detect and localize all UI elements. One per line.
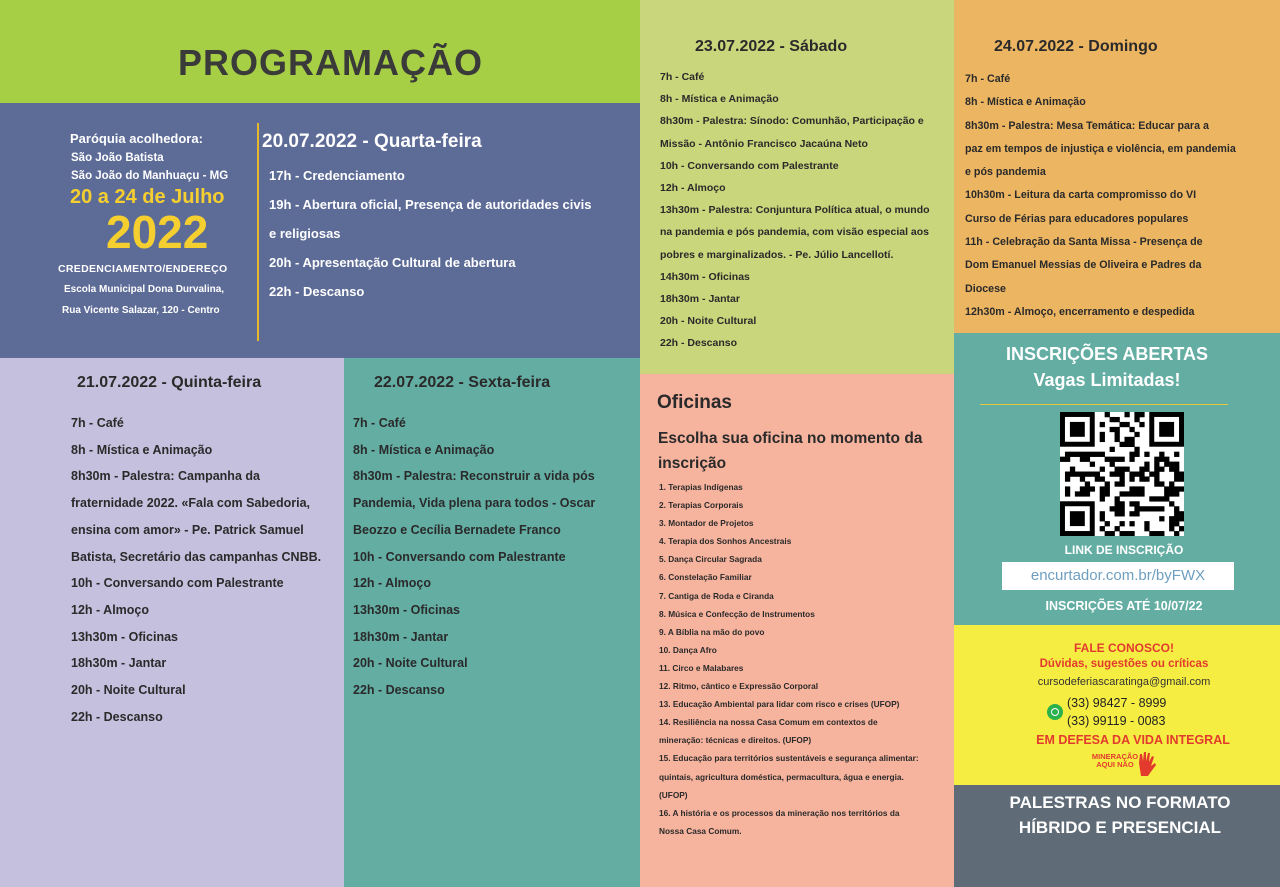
schedule-item: 20h - Noite Cultural xyxy=(660,315,757,328)
list-item: quintais, agricultura doméstica, permacultura, água e energia. xyxy=(659,771,904,782)
day1-heading: 20.07.2022 - Quarta-feira xyxy=(262,131,482,152)
parish-city: São João do Manhuaçu - MG xyxy=(71,170,229,182)
day2-schedule xyxy=(71,410,321,730)
day3-heading: 22.07.2022 - Sexta-feira xyxy=(374,374,551,391)
day4-heading: 23.07.2022 - Sábado xyxy=(695,38,848,55)
list-item: (UFOP) xyxy=(659,789,688,800)
workshops-block xyxy=(640,374,954,887)
contact-email[interactable]: cursodeferiascaratinga@gmail.com xyxy=(1037,676,1211,688)
schedule-item: 10h - Conversando com Palestrante xyxy=(660,159,839,172)
parish-label: Paróquia acolhedora: xyxy=(70,131,203,146)
schedule-item: Beozzo e Cecília Bernadete Franco xyxy=(353,522,561,537)
schedule-item: e religiosas xyxy=(269,226,341,241)
list-item: 4. Terapia dos Sonhos Ancestrais xyxy=(659,536,792,547)
schedule-item: 8h30m - Palestra: Campanha da xyxy=(71,469,260,484)
list-item: 8. Música e Confecção de Instrumentos xyxy=(659,608,815,619)
contact-block xyxy=(954,625,1280,785)
schedule-item: 10h - Conversando com Palestrante xyxy=(71,576,284,591)
schedule-item: 8h - Mística e Animação xyxy=(71,442,213,457)
list-item: 7. Cantiga de Roda e Ciranda xyxy=(659,590,774,601)
list-item: 12. Ritmo, cântico e Expressão Corporal xyxy=(659,681,819,692)
list-item: Nossa Casa Comum. xyxy=(659,825,742,836)
divider xyxy=(980,404,1228,405)
event-year: 2022 xyxy=(106,206,209,258)
list-item: 10. Dança Afro xyxy=(659,644,717,655)
parish-name: São João Batista xyxy=(71,152,164,164)
schedule-item: 17h - Credenciamento xyxy=(269,168,405,183)
format-block xyxy=(954,785,1280,887)
mining-protest-logo xyxy=(1085,751,1175,777)
schedule-item: 20h - Apresentação Cultural de abertura xyxy=(269,255,516,270)
day5-heading: 24.07.2022 - Domingo xyxy=(994,38,1158,55)
schedule-item: 12h30m - Almoço, encerramento e despedida xyxy=(965,305,1195,318)
registration-link[interactable]: encurtador.com.br/byFWX xyxy=(1002,562,1234,590)
schedule-item: 7h - Café xyxy=(965,73,1011,85)
schedule-item: 12h - Almoço xyxy=(660,182,726,195)
schedule-item: 7h - Café xyxy=(353,416,406,430)
contact-phone[interactable]: (33) 98427 - 8999 xyxy=(1067,696,1167,710)
logo-text: MINERAÇÃO AQUI NÃO xyxy=(1091,752,1139,769)
school-address: Rua Vicente Salazar, 120 - Centro xyxy=(62,305,220,316)
list-item: 5. Dança Circular Sagrada xyxy=(659,554,762,565)
workshops-title: Oficinas xyxy=(657,392,732,413)
day4-block xyxy=(640,0,954,374)
schedule-item: 13h30m - Palestra: Conjuntura Política atual, o mundo xyxy=(660,204,930,217)
schedule-item: 10h - Conversando com Palestrante xyxy=(353,549,566,564)
day2-heading: 21.07.2022 - Quinta-feira xyxy=(77,374,262,391)
title-block xyxy=(0,0,640,103)
credential-label: CREDENCIAMENTO/ENDEREÇO xyxy=(58,263,228,275)
schedule-item: 12h - Almoço xyxy=(353,576,432,591)
schedule-item: na pandemia e pós pandemia, com visão especial aos xyxy=(660,226,930,239)
schedule-item: fraternidade 2022. «Fala com Sabedoria, xyxy=(71,496,310,511)
list-item: 9. A Bíblia na mão do povo xyxy=(659,626,765,637)
schedule-item: 22h - Descanso xyxy=(353,683,445,698)
schedule-item: 8h - Mística e Animação xyxy=(965,96,1086,109)
schedule-item: 8h30m - Palestra: Sínodo: Comunhão, Participação e xyxy=(660,115,924,128)
schedule-item: Dom Emanuel Messias de Oliveira e Padres da xyxy=(965,259,1202,272)
schedule-item: pobres e marginalizados. - Pe. Júlio Lancellotí. xyxy=(660,248,894,261)
schedule-item: 7h - Café xyxy=(660,71,705,83)
day5-schedule xyxy=(965,68,1236,324)
list-item: 13. Educação Ambiental para lidar com risco e crises (UFOP) xyxy=(659,699,900,710)
schedule-item: 10h30m - Leitura da carta compromisso do VI xyxy=(965,189,1197,202)
schedule-item: Missão - Antônio Francisco Jacaúna Neto xyxy=(660,137,868,150)
schedule-item: 22h - Descanso xyxy=(269,284,365,299)
registration-deadline: INSCRIÇÕES ATÉ 10/07/22 xyxy=(1045,599,1203,613)
schedule-item: 8h - Mística e Animação xyxy=(660,93,779,106)
event-dates: 20 a 24 de Julho xyxy=(70,186,225,208)
list-item: 16. A história e os processos da mineração nos territórios da xyxy=(659,807,900,818)
schedule-item: 8h - Mística e Animação xyxy=(353,442,495,457)
schedule-item: ensina com amor» - Pe. Patrick Samuel xyxy=(71,522,304,537)
list-item: 2. Terapias Corporais xyxy=(659,500,744,511)
schedule-item: 20h - Noite Cultural xyxy=(71,683,186,698)
registration-heading: INSCRIÇÕES ABERTAS xyxy=(1005,344,1209,364)
contact-heading: FALE CONOSCO! xyxy=(1073,641,1174,655)
schedule-item: 8h30m - Palestra: Reconstruir a vida pós xyxy=(353,469,595,484)
schedule-item: 18h30m - Jantar xyxy=(660,293,740,306)
day5-block xyxy=(954,0,1280,333)
contact-phone[interactable]: (33) 99119 - 0083 xyxy=(1067,714,1166,728)
schedule-item: 11h - Celebração da Santa Missa - Presença de xyxy=(965,236,1203,249)
schedule-item: 18h30m - Jantar xyxy=(353,629,449,644)
schedule-item: 19h - Abertura oficial, Presença de autoridades civis xyxy=(269,197,592,212)
schedule-item: 20h - Noite Cultural xyxy=(353,656,468,671)
qr-code[interactable] xyxy=(1060,412,1184,536)
schedule-item: 22h - Descanso xyxy=(71,709,163,724)
schedule-item: 18h30m - Jantar xyxy=(71,656,167,671)
list-item: 14. Resiliência na nossa Casa Comum em contextos de xyxy=(659,717,878,728)
day3-block xyxy=(344,358,640,887)
schedule-item: 8h30m - Palestra: Mesa Temática: Educar para a xyxy=(965,119,1209,132)
list-item: mineração: técnicas e direitos. (UFOP) xyxy=(659,735,812,746)
whatsapp-icon xyxy=(1047,704,1063,720)
list-item: 15. Educação para territórios sustentáveis e segurança alimentar: xyxy=(659,753,919,764)
registration-block xyxy=(954,333,1280,625)
list-item: 11. Circo e Malabares xyxy=(659,662,744,673)
list-item: 1. Terapias Indígenas xyxy=(659,482,743,492)
workshops-subtitle: Escolha sua oficina no momento da inscrição xyxy=(658,430,923,472)
divider xyxy=(257,123,259,341)
schedule-item: 14h30m - Oficinas xyxy=(660,270,750,283)
parish-info xyxy=(58,131,258,316)
schedule-item: Batista, Secretário das campanhas CNBB. xyxy=(71,549,322,564)
schedule-item: paz em tempos de injustiça e violência, em pandemia xyxy=(965,142,1236,155)
day1-schedule xyxy=(262,131,632,306)
schedule-item: e pós pandemia xyxy=(965,166,1046,179)
schedule-item: Diocese xyxy=(965,282,1006,295)
day4-schedule xyxy=(660,66,930,355)
format-line1: PALESTRAS NO FORMATO xyxy=(1009,793,1231,812)
page-title: PROGRAMAÇÃO xyxy=(178,42,483,83)
parish-block xyxy=(0,103,640,358)
schedule-item: 13h30m - Oficinas xyxy=(353,602,460,617)
list-item: 6. Constelação Familiar xyxy=(659,572,752,583)
schedule-item: 7h - Café xyxy=(71,416,124,430)
schedule-item: 13h30m - Oficinas xyxy=(71,629,178,644)
schedule-item: 22h - Descanso xyxy=(660,337,738,350)
list-item: 3. Montador de Projetos xyxy=(659,518,754,529)
contact-subheading: Dúvidas, sugestões ou críticas xyxy=(1039,658,1209,670)
schedule-item: Pandemia, Vida plena para todos - Oscar xyxy=(353,496,596,511)
registration-link-label: LINK DE INSCRIÇÃO xyxy=(1064,543,1184,557)
school-name: Escola Municipal Dona Durvalina, xyxy=(64,284,225,295)
workshop-list xyxy=(659,478,951,840)
schedule-item: Curso de Férias para educadores populares xyxy=(965,212,1189,225)
day2-block xyxy=(0,358,344,887)
schedule-item: 12h - Almoço xyxy=(71,602,150,617)
day3-schedule xyxy=(353,410,595,704)
slogan: EM DEFESA DA VIDA INTEGRAL xyxy=(1036,733,1230,747)
registration-subheading: Vagas Limitadas! xyxy=(1033,370,1181,390)
hand-icon xyxy=(1135,751,1159,777)
qr-code-icon xyxy=(1060,412,1184,536)
format-line2: HÍBRIDO E PRESENCIAL xyxy=(1018,818,1222,837)
